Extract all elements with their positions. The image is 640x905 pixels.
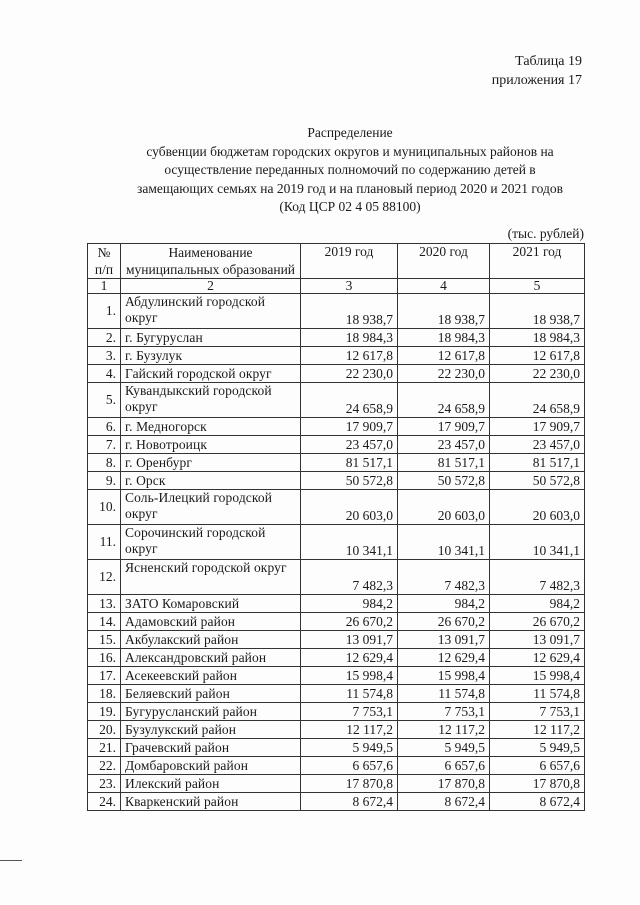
units-label: (тыс. рублей) <box>507 226 584 241</box>
value-2021: 17 870,8 <box>490 775 585 793</box>
header-number: № п/п <box>88 244 121 279</box>
column-index: 4 <box>398 279 490 294</box>
value-2019: 8 672,4 <box>301 793 398 811</box>
title-line-5: (Код ЦСР 02 4 05 88100) <box>279 199 421 214</box>
table-row <box>88 667 585 685</box>
value-2021: 10 341,1 <box>490 525 585 560</box>
value-2020: 17 909,7 <box>398 418 490 436</box>
title-line-4: замещающих семьях на 2019 год и на плановый период 2020 и 2021 годов <box>137 180 563 196</box>
value-2019: 22 230,0 <box>301 365 398 383</box>
value-2020: 50 572,8 <box>398 472 490 490</box>
table-row <box>88 703 585 721</box>
value-2020: 6 657,6 <box>398 757 490 775</box>
row-number: 9. <box>88 472 121 490</box>
value-2021: 23 457,0 <box>490 436 585 454</box>
table-body <box>88 294 585 811</box>
value-2019: 6 657,6 <box>301 757 398 775</box>
column-index-row <box>88 279 585 294</box>
row-number: 11. <box>88 525 121 560</box>
value-2020: 11 574,8 <box>398 685 490 703</box>
table-row <box>88 454 585 472</box>
value-2021: 12 629,4 <box>490 649 585 667</box>
row-number: 18. <box>88 685 121 703</box>
row-number: 12. <box>88 560 121 595</box>
row-number: 6. <box>88 418 121 436</box>
municipality-name: Беляевский район <box>121 685 301 703</box>
value-2021: 7 482,3 <box>490 560 585 595</box>
value-2021: 13 091,7 <box>490 631 585 649</box>
municipality-name: г. Оренбург <box>121 454 301 472</box>
row-number: 22. <box>88 757 121 775</box>
row-number: 13. <box>88 595 121 613</box>
value-2021: 18 984,3 <box>490 329 585 347</box>
value-2019: 12 617,8 <box>301 347 398 365</box>
value-2019: 13 091,7 <box>301 631 398 649</box>
appendix-label: приложения 17 <box>491 73 582 88</box>
row-number: 7. <box>88 436 121 454</box>
row-number: 23. <box>88 775 121 793</box>
row-number: 14. <box>88 613 121 631</box>
table-row <box>88 560 585 595</box>
column-index: 1 <box>88 279 121 294</box>
value-2020: 17 870,8 <box>398 775 490 793</box>
column-index: 3 <box>301 279 398 294</box>
municipality-name: Адамовский район <box>121 613 301 631</box>
value-2019: 15 998,4 <box>301 667 398 685</box>
title-line-1: Распределение <box>307 125 393 140</box>
value-2020: 12 617,8 <box>398 347 490 365</box>
row-number: 21. <box>88 739 121 757</box>
title-line-3: осуществление переданных полномочий по содержанию детей в <box>164 162 536 177</box>
municipality-name: Александровский район <box>121 649 301 667</box>
value-2021: 22 230,0 <box>490 365 585 383</box>
value-2020: 5 949,5 <box>398 739 490 757</box>
value-2019: 23 457,0 <box>301 436 398 454</box>
table-row <box>88 739 585 757</box>
value-2021: 8 672,4 <box>490 793 585 811</box>
table-row <box>88 793 585 811</box>
value-2020: 7 753,1 <box>398 703 490 721</box>
value-2020: 20 603,0 <box>398 490 490 525</box>
column-index: 2 <box>121 279 301 294</box>
value-2021: 24 658,9 <box>490 383 585 418</box>
value-2021: 984,2 <box>490 595 585 613</box>
value-2020: 24 658,9 <box>398 383 490 418</box>
municipality-name: Абдулинский городской округ <box>121 294 301 329</box>
value-2020: 7 482,3 <box>398 560 490 595</box>
municipality-name: Бугурусланский район <box>121 703 301 721</box>
value-2020: 12 117,2 <box>398 721 490 739</box>
value-2021: 12 117,2 <box>490 721 585 739</box>
table-row <box>88 294 585 329</box>
municipality-name: Грачевский район <box>121 739 301 757</box>
title-line-2: субвенции бюджетам городских округов и муниципальных районов на <box>146 143 554 159</box>
value-2019: 7 482,3 <box>301 560 398 595</box>
value-2021: 7 753,1 <box>490 703 585 721</box>
row-number: 2. <box>88 329 121 347</box>
table-row <box>88 383 585 418</box>
value-2020: 18 938,7 <box>398 294 490 329</box>
row-number: 16. <box>88 649 121 667</box>
table-label: Таблица 19 <box>515 54 582 69</box>
table-row <box>88 721 585 739</box>
table-row <box>88 757 585 775</box>
value-2021: 15 998,4 <box>490 667 585 685</box>
value-2020: 12 629,4 <box>398 649 490 667</box>
value-2019: 7 753,1 <box>301 703 398 721</box>
header-2019: 2019 год <box>301 244 398 279</box>
value-2021: 12 617,8 <box>490 347 585 365</box>
value-2021: 18 938,7 <box>490 294 585 329</box>
value-2021: 81 517,1 <box>490 454 585 472</box>
header-2020: 2020 год <box>398 244 490 279</box>
row-number: 5. <box>88 383 121 418</box>
scan-mark <box>0 860 22 861</box>
row-number: 20. <box>88 721 121 739</box>
document-title <box>80 124 620 217</box>
municipality-name: Бузулукский район <box>121 721 301 739</box>
value-2019: 18 938,7 <box>301 294 398 329</box>
value-2020: 984,2 <box>398 595 490 613</box>
value-2020: 23 457,0 <box>398 436 490 454</box>
table-row <box>88 418 585 436</box>
header-name: Наименование муниципальных образований <box>121 244 301 279</box>
value-2020: 22 230,0 <box>398 365 490 383</box>
municipality-name: Асекеевский район <box>121 667 301 685</box>
value-2019: 12 117,2 <box>301 721 398 739</box>
municipality-name: Сорочинский городской округ <box>121 525 301 560</box>
table-reference <box>492 52 582 90</box>
municipality-name: Домбаровский район <box>121 757 301 775</box>
table-row <box>88 490 585 525</box>
row-number: 19. <box>88 703 121 721</box>
municipality-name: Акбулакский район <box>121 631 301 649</box>
value-2020: 26 670,2 <box>398 613 490 631</box>
value-2019: 18 984,3 <box>301 329 398 347</box>
value-2019: 50 572,8 <box>301 472 398 490</box>
value-2020: 13 091,7 <box>398 631 490 649</box>
value-2020: 10 341,1 <box>398 525 490 560</box>
table-row <box>88 775 585 793</box>
row-number: 1. <box>88 294 121 329</box>
municipality-name: ЗАТО Комаровский <box>121 595 301 613</box>
value-2019: 17 909,7 <box>301 418 398 436</box>
table-row <box>88 436 585 454</box>
value-2021: 20 603,0 <box>490 490 585 525</box>
value-2021: 6 657,6 <box>490 757 585 775</box>
value-2020: 81 517,1 <box>398 454 490 472</box>
row-number: 17. <box>88 667 121 685</box>
row-number: 24. <box>88 793 121 811</box>
municipality-name: Илекский район <box>121 775 301 793</box>
value-2019: 10 341,1 <box>301 525 398 560</box>
value-2021: 17 909,7 <box>490 418 585 436</box>
value-2021: 5 949,5 <box>490 739 585 757</box>
table-row <box>88 631 585 649</box>
value-2019: 984,2 <box>301 595 398 613</box>
value-2019: 17 870,8 <box>301 775 398 793</box>
value-2020: 18 984,3 <box>398 329 490 347</box>
value-2019: 12 629,4 <box>301 649 398 667</box>
table-header-row <box>88 244 585 279</box>
value-2019: 81 517,1 <box>301 454 398 472</box>
table-row <box>88 347 585 365</box>
municipality-name: Кувандыкский городской округ <box>121 383 301 418</box>
row-number: 10. <box>88 490 121 525</box>
municipality-name: г. Бугуруслан <box>121 329 301 347</box>
row-number: 8. <box>88 454 121 472</box>
municipality-name: г. Медногорск <box>121 418 301 436</box>
municipality-name: Соль-Илецкий городской округ <box>121 490 301 525</box>
value-2019: 26 670,2 <box>301 613 398 631</box>
table-row <box>88 329 585 347</box>
row-number: 3. <box>88 347 121 365</box>
municipality-name: г. Бузулук <box>121 347 301 365</box>
column-index: 5 <box>490 279 585 294</box>
table-row <box>88 613 585 631</box>
value-2020: 8 672,4 <box>398 793 490 811</box>
municipality-name: Ясненский городской округ <box>121 560 301 595</box>
municipality-name: Кваркенский район <box>121 793 301 811</box>
row-number: 4. <box>88 365 121 383</box>
value-2021: 11 574,8 <box>490 685 585 703</box>
value-2020: 15 998,4 <box>398 667 490 685</box>
table-row <box>88 365 585 383</box>
municipality-name: г. Новотроицк <box>121 436 301 454</box>
row-number: 15. <box>88 631 121 649</box>
value-2019: 20 603,0 <box>301 490 398 525</box>
table-row <box>88 472 585 490</box>
value-2019: 11 574,8 <box>301 685 398 703</box>
table-row <box>88 525 585 560</box>
municipality-name: г. Орск <box>121 472 301 490</box>
table-row <box>88 685 585 703</box>
subvention-table <box>87 243 585 811</box>
table-row <box>88 595 585 613</box>
municipality-name: Гайский городской округ <box>121 365 301 383</box>
value-2019: 24 658,9 <box>301 383 398 418</box>
table-row <box>88 649 585 667</box>
header-2021: 2021 год <box>490 244 585 279</box>
value-2021: 26 670,2 <box>490 613 585 631</box>
value-2021: 50 572,8 <box>490 472 585 490</box>
value-2019: 5 949,5 <box>301 739 398 757</box>
